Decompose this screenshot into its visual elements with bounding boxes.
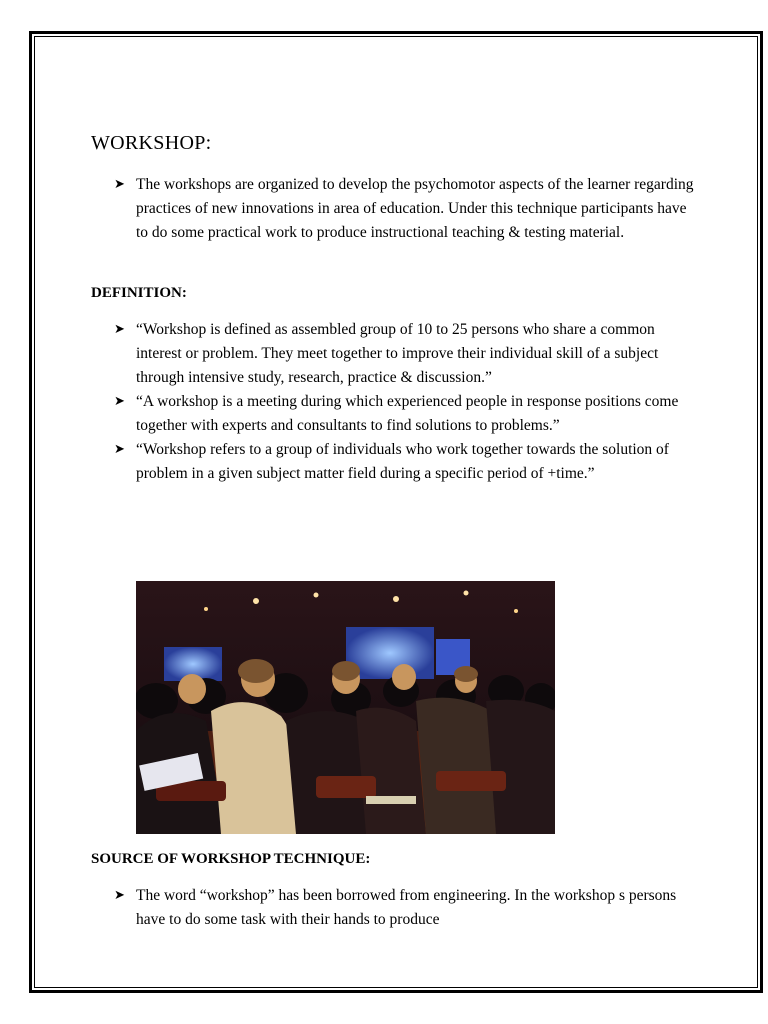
- photo-illustration: [136, 581, 555, 834]
- list-item: [114, 390, 694, 438]
- definition-heading: DEFINITION:: [91, 285, 187, 301]
- conference-audience-photo: [136, 581, 555, 834]
- workshop-bullet-list: [114, 173, 694, 245]
- list-item: [114, 318, 694, 390]
- arrow-bullet-icon: ➤: [114, 394, 125, 409]
- arrow-bullet-icon: ➤: [114, 322, 125, 337]
- definition-bullet-list: [114, 318, 694, 486]
- list-item: [114, 438, 694, 486]
- bullet-text: “Workshop refers to a group of individuals who work together towards the solution of problem in a given subject matter field during a specific period of +time.”: [136, 441, 669, 482]
- source-bullet-list: [114, 884, 694, 932]
- arrow-bullet-icon: ➤: [114, 442, 125, 457]
- arrow-bullet-icon: ➤: [114, 177, 125, 192]
- workshop-heading: WORKSHOP:: [91, 132, 212, 154]
- list-item: [114, 884, 694, 932]
- arrow-bullet-icon: ➤: [114, 888, 125, 903]
- bullet-text: “Workshop is defined as assembled group of 10 to 25 persons who share a common interest or problem. They meet together to improve their individual skill of a subject through intensive study, research, practice & discussion.”: [136, 321, 659, 386]
- bullet-text: The word “workshop” has been borrowed from engineering. In the workshop s persons have to do some task with their hands to produce: [136, 887, 677, 928]
- source-heading: SOURCE OF WORKSHOP TECHNIQUE:: [91, 851, 371, 867]
- bullet-text: “A workshop is a meeting during which experienced people in response positions come together with experts and consultants to find solutions to problems.”: [136, 393, 679, 434]
- bullet-text: The workshops are organized to develop the psychomotor aspects of the learner regarding practices of new innovations in area of education. Under this technique participants have to do some practical work to produce instructional teaching & testing material.: [136, 176, 694, 241]
- list-item: [114, 173, 694, 245]
